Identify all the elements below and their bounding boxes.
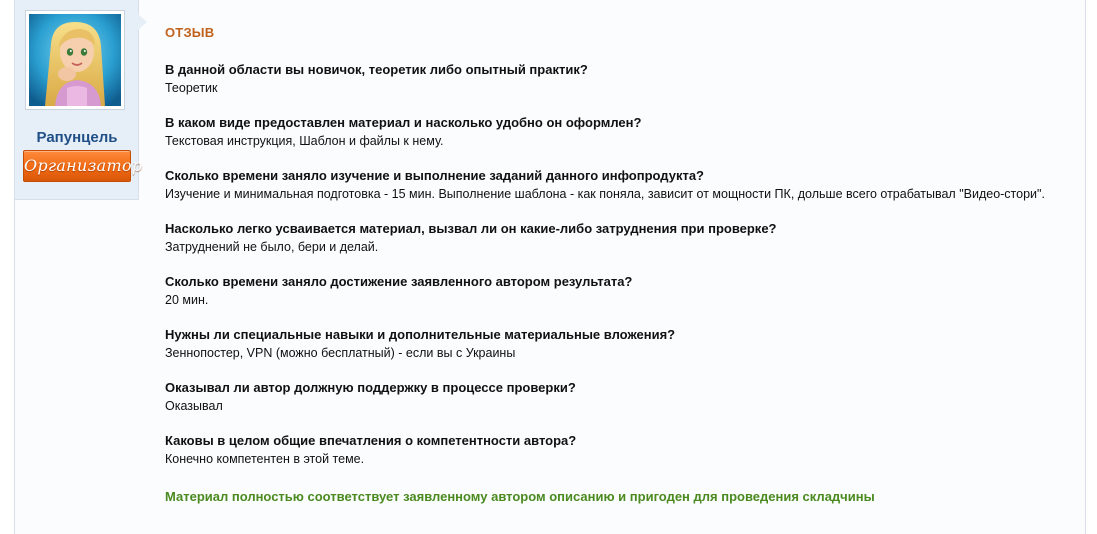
left-margin <box>0 0 14 534</box>
review-title: ОТЗЫВ <box>165 25 215 40</box>
right-margin <box>1086 0 1097 534</box>
qa-item <box>165 273 1065 309</box>
answer: Оказывал <box>165 399 223 413</box>
answer: Конечно компетентен в этой теме. <box>165 452 365 466</box>
qa-item <box>165 326 1065 362</box>
qa-item <box>165 432 1065 468</box>
user-info-panel <box>15 0 143 200</box>
answer: 20 мин. <box>165 293 209 307</box>
answer: Изучение и минимальная подготовка - 15 мин. Выполнение шаблона - как поняла, зависит от мощности ПК, дольше всего отрабатывал "Видео-стори". <box>165 187 1045 201</box>
post-content <box>165 22 1065 506</box>
avatar <box>29 14 121 106</box>
answer: Зеннопостер, VPN (можно бесплатный) - если вы с Украины <box>165 346 516 360</box>
question: В данной области вы новичок, теоретик либо опытный практик? <box>165 62 588 77</box>
question: Нужны ли специальные навыки и дополнительные материальные вложения? <box>165 327 676 342</box>
role-badge: Организатор <box>23 150 131 182</box>
question: Каковы в целом общие впечатления о компетентности автора? <box>165 433 577 448</box>
answer: Затруднений не было, бери и делай. <box>165 240 379 254</box>
question: Насколько легко усваивается материал, вызвал ли он какие-либо затруднения при проверке? <box>165 221 777 236</box>
question: Сколько времени заняло изучение и выполнение заданий данного инфопродукта? <box>165 168 704 183</box>
qa-item <box>165 114 1065 150</box>
forum-post <box>14 0 1086 534</box>
qa-item <box>165 220 1065 256</box>
question: Оказывал ли автор должную поддержку в процессе проверки? <box>165 380 576 395</box>
review-conclusion: Материал полностью соответствует заявленному автором описанию и пригоден для проведения складчины <box>165 489 875 504</box>
username-link[interactable]: Рапунцель <box>36 129 118 146</box>
answer: Текстовая инструкция, Шаблон и файлы к нему. <box>165 134 444 148</box>
user-panel-pointer <box>138 14 147 30</box>
question: В каком виде предоставлен материал и насколько удобно он оформлен? <box>165 115 642 130</box>
answer: Теоретик <box>165 81 218 95</box>
user-avatar-link[interactable] <box>25 10 125 110</box>
qa-item <box>165 167 1065 203</box>
question: Сколько времени заняло достижение заявленного автором результата? <box>165 274 633 289</box>
qa-item <box>165 61 1065 97</box>
qa-item <box>165 379 1065 415</box>
